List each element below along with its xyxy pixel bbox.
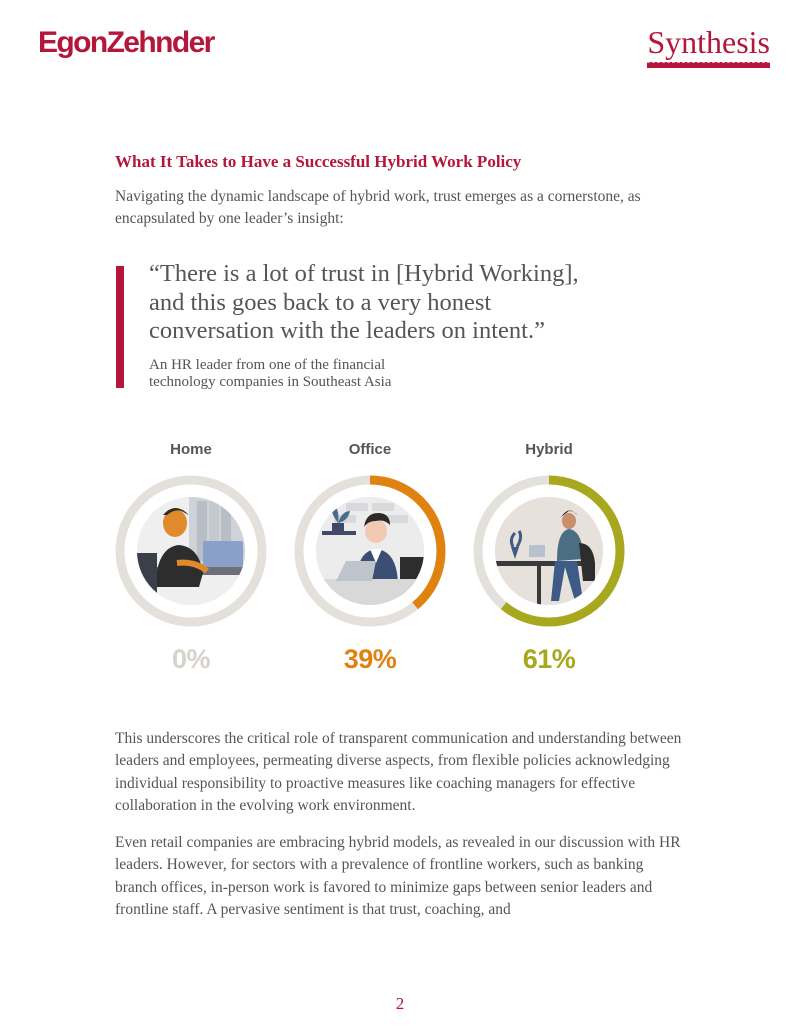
work-mode-hybrid bbox=[469, 440, 629, 675]
intro-paragraph: Navigating the dynamic landscape of hybrid work, trust emerges as a cornerstone, as encapsulated by one leader’s insight: bbox=[115, 188, 641, 227]
work-mode-label: Hybrid bbox=[525, 441, 573, 458]
quote-attribution: An HR leader from one of the financial technology companies in Southeast Asia bbox=[149, 357, 392, 390]
pull-quote: “There is a lot of trust in [Hybrid Working], and this goes back to a very honest conversation with the leaders on intent.” bbox=[149, 260, 579, 344]
work-mode-percent: 0% bbox=[171, 644, 211, 674]
work-mode-percent: 39% bbox=[343, 644, 397, 674]
quote-accent-bar bbox=[116, 266, 124, 388]
page-number: 2 bbox=[395, 994, 405, 1013]
work-mode-home bbox=[111, 440, 271, 675]
body-paragraph-1: This underscores the critical role of transparent communication and understanding between leaders and employees, permeating diverse aspects, from flexible policies acknowledging individual responsibility to proactive measures like coaching managers for effective collaboration in the evolving work environment. bbox=[115, 730, 682, 815]
synthesis-logo-text: Synthesis bbox=[647, 24, 770, 60]
synthesis-logo-underline bbox=[647, 62, 770, 68]
work-mode-percent: 61% bbox=[522, 644, 576, 674]
synthesis-logo bbox=[647, 24, 770, 68]
work-mode-office bbox=[290, 440, 450, 675]
egon-zehnder-logo: EgonZehnder bbox=[38, 26, 214, 59]
work-mode-ring bbox=[293, 474, 447, 628]
work-mode-label: Office bbox=[348, 441, 392, 458]
person-at-cafe-table-icon bbox=[495, 497, 603, 605]
body-paragraph-2: Even retail companies are embracing hybrid models, as revealed in our discussion with HR leaders. However, for sectors with a prevalence of frontline workers, such as banking branch offices, in-person work is favored to minimize gaps between senior leaders and frontline staff. A pervasive sentiment is that trust, coaching, and bbox=[115, 834, 681, 919]
work-mode-ring bbox=[472, 474, 626, 628]
work-mode-ring bbox=[114, 474, 268, 628]
person-at-home-desk-icon bbox=[137, 497, 245, 605]
section-heading: What It Takes to Have a Successful Hybrid Work Policy bbox=[115, 152, 522, 171]
person-at-office-desk-icon bbox=[316, 497, 424, 605]
work-mode-label: Home bbox=[170, 441, 212, 458]
